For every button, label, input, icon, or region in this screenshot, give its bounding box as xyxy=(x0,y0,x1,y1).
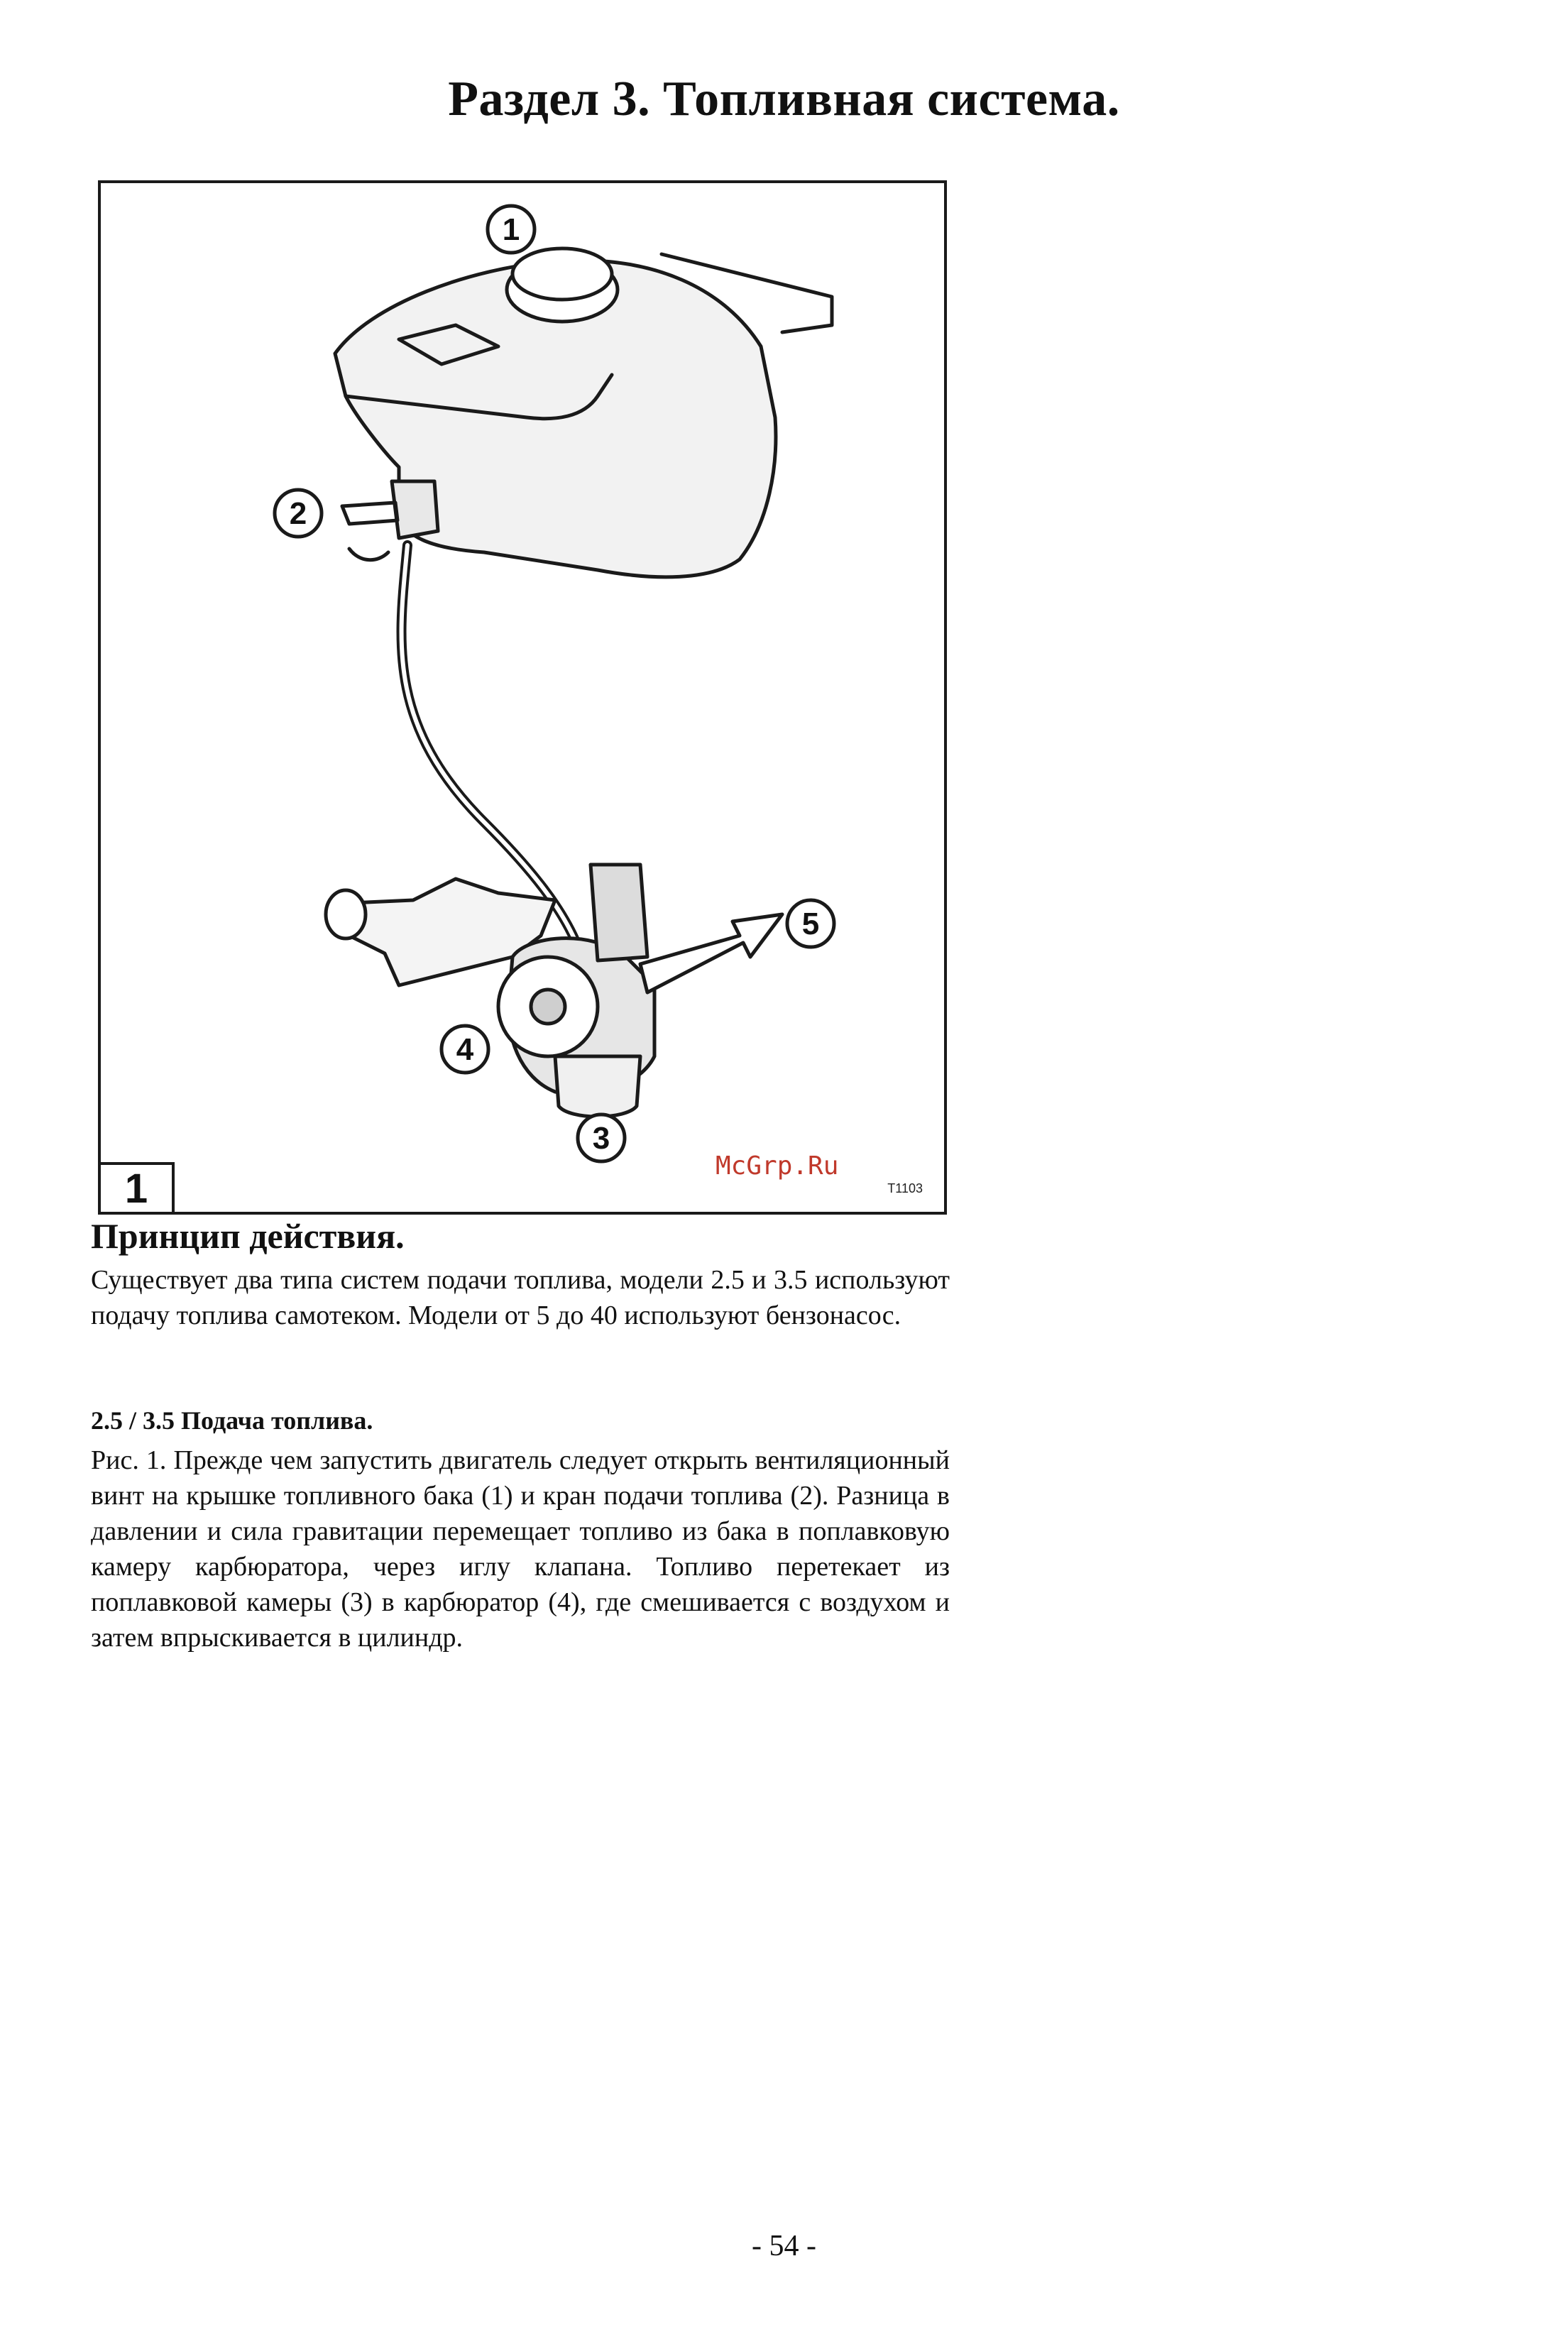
control-arm-end xyxy=(326,890,366,938)
fuel-supply-paragraph: Рис. 1. Прежде чем запустить двигатель следует открыть вентиляционный винт на крышке топливного бака (1) и кран подачи топлива (2). Разница в давлении и сила гравитации перемещает топливо из бака в поплавковую камеру карбюратора, через иглу клапана. Топливо перетекает из поплавковой камеры (3) в карбюратор (4), где смешивается с воздухом и затем впрыскивается в цилиндр. xyxy=(91,1445,950,1653)
callout-5: 5 xyxy=(801,907,820,941)
section-title: Раздел 3. Топливная система. xyxy=(448,72,1120,126)
valve-arrow xyxy=(349,549,388,560)
figure-number: 1 xyxy=(101,1162,175,1212)
section-heading-principle: Принцип действия. xyxy=(91,1216,405,1256)
fuel-valve xyxy=(392,481,438,538)
outlet-arrow xyxy=(640,914,782,992)
carburetor-body xyxy=(591,865,647,960)
callout-3: 3 xyxy=(592,1121,610,1156)
float-bowl xyxy=(555,1056,640,1117)
callout-2: 2 xyxy=(289,496,307,531)
filler-cap-top xyxy=(512,248,612,300)
callout-4: 4 xyxy=(456,1032,474,1067)
fuel-valve-lever xyxy=(342,503,398,524)
figure-code: T1103 xyxy=(887,1181,923,1195)
watermark: McGrp.Ru xyxy=(716,1151,839,1181)
callout-1: 1 xyxy=(502,212,520,247)
figure-fuel-system xyxy=(98,180,947,1215)
page-number: - 54 - xyxy=(752,2230,816,2262)
carburetor-center xyxy=(531,990,565,1024)
principle-paragraph: Существует два типа систем подачи топлива, модели 2.5 и 3.5 используют подачу топлива самотеком. Модели от 5 до 40 используют бензонасос. xyxy=(91,1265,950,1330)
section-heading-fuel-supply: 2.5 / 3.5 Подача топлива. xyxy=(91,1406,373,1435)
fuel-system-illustration xyxy=(101,183,944,1212)
